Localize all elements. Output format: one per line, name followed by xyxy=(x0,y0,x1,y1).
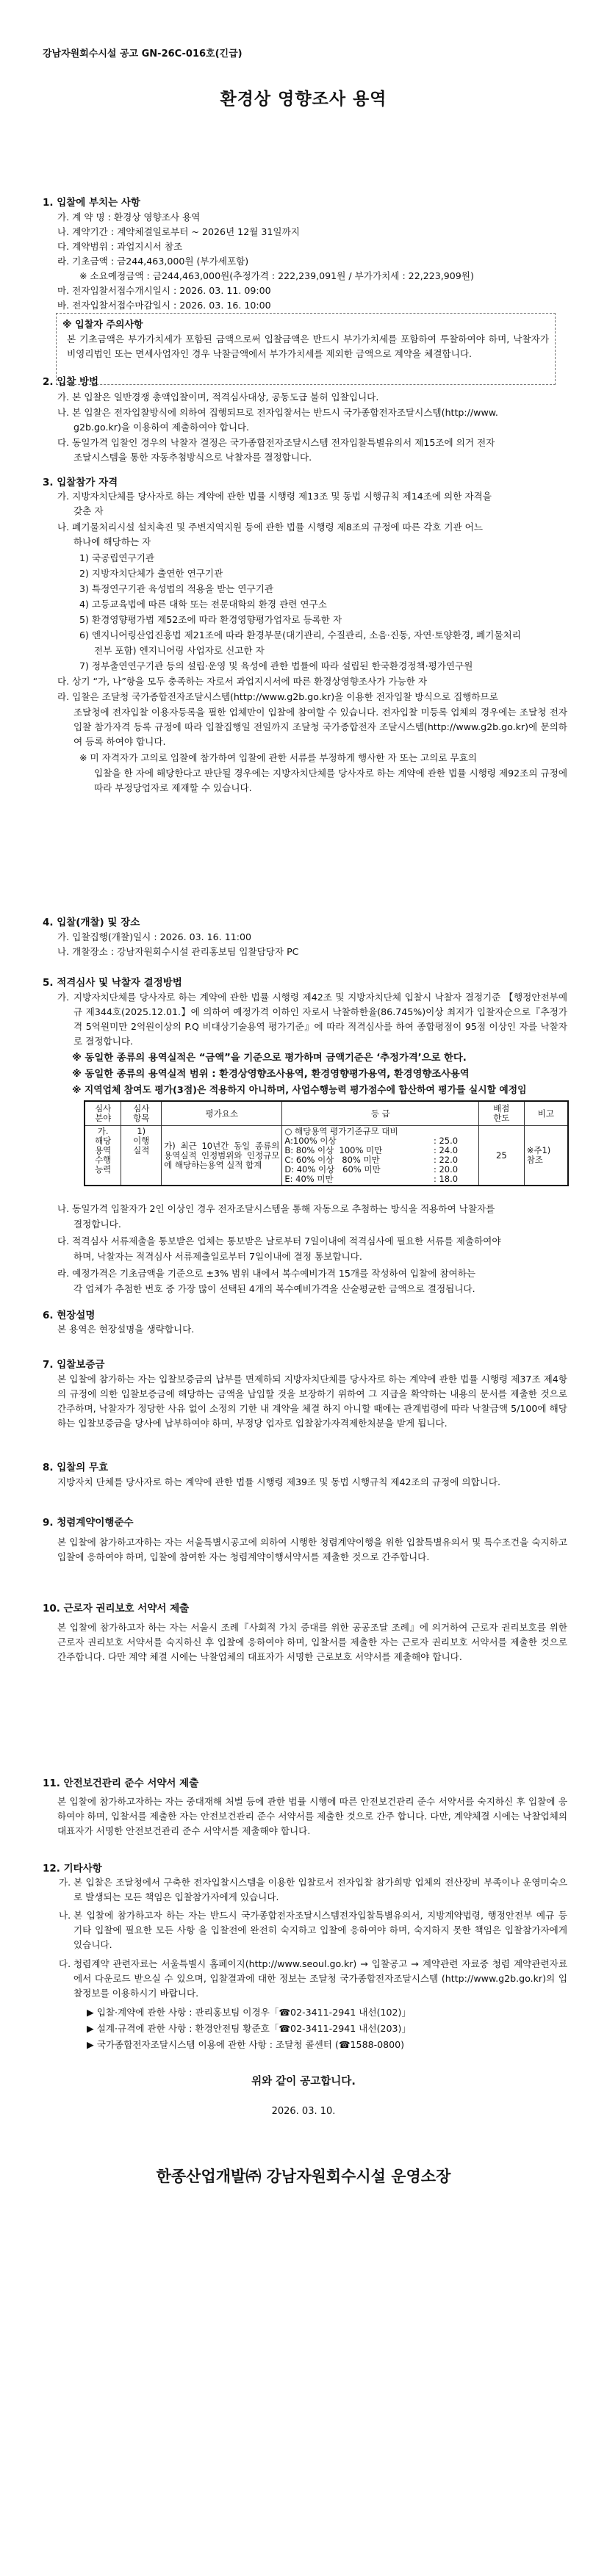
document-title: 환경상 영향조사 용역 xyxy=(220,90,387,109)
bullet-icon: ▶ xyxy=(87,2039,94,2050)
s6-text: 본 용역은 현장설명을 생략합니다. xyxy=(57,1324,195,1335)
s5-ga-text xyxy=(73,990,567,1049)
caution-title: ※ 입찰자 주의사항 xyxy=(62,320,143,331)
s9-text: 본 입찰에 참가하고자하는 자는 서울특별시공고에 의하여 시행한 청렴계약이행을 위한 입찰특별유의서 및 특수조건을 숙지하고 입찰에 응하여야 하며, 입찰에 참여한 자는 청렴계약이행서약서를 제출한 것으로 간주합니다. xyxy=(57,1537,567,1562)
s5-item-cont: 하며, 낙찰자는 적격심사 서류제출일로부터 7일이내에 결정 통보합니다. xyxy=(73,1251,362,1262)
section-8-title: 8. 입찰의 무효 xyxy=(43,1462,109,1473)
section-11-title: 11. 안전보건관리 준수 서약서 제출 xyxy=(43,1778,199,1789)
s3-note: ※ 미 자격자가 고의로 입찰에 참가하여 입찰에 관한 서류를 부정하게 행사한 자 또는 고의로 무효의 xyxy=(79,752,478,763)
s3-subitem: 1) 국공립연구기관 xyxy=(79,552,155,563)
s4-item: 가. 입찰집행(개찰)일시 : 2026. 03. 16. 11:00 xyxy=(57,931,251,942)
th-element: 평가요소 xyxy=(162,1101,282,1126)
s2-item: 가. 본 입찰은 일반경쟁 총액입찰이며, 적격심사대상, 공동도급 불허 입찰입니다. xyxy=(57,392,379,403)
s4-item: 나. 개찰장소 : 강남자원회수시설 관리홍보팀 입찰담당자 PC xyxy=(57,946,299,957)
s3-subitem: 3) 특정연구기관 육성법의 적용을 받는 연구기관 xyxy=(79,583,274,594)
section-4-title: 4. 입찰(개찰) 및 장소 xyxy=(43,917,140,928)
s1-estimated-amount-note: ※ 소요예정금액 : 금244,463,000원(추정가격 : 222,239,091원 / 부가가치세 : 22,223,909원) xyxy=(79,270,474,281)
s5-item: 다. 적격심사 서류제출을 통보받은 업체는 통보받은 날로부터 7일이내에 적격심사에 필요한 서류를 제출하여야 xyxy=(57,1235,501,1246)
section-5-title: 5. 적격심사 및 낙찰자 결정방법 xyxy=(43,977,182,989)
s3-item: 라. 입찰은 조달청 국가종합전자조달시스템(http://www.g2b.go.kr)을 이용한 전자입찰 방식으로 집행하므로 xyxy=(57,691,498,702)
s1-item: 라. 기초금액 : 금244,463,000원 (부가세포함) xyxy=(57,256,249,267)
th-field: 심사 분야 xyxy=(85,1101,121,1126)
notice-date: 2026. 03. 10. xyxy=(271,2106,336,2117)
section-3-title: 3. 입찰참가 자격 xyxy=(43,477,118,488)
s12-ga-label: 가. xyxy=(59,1877,71,1888)
cell-max-score: 25 xyxy=(478,1126,524,1186)
bullet-icon: ▶ xyxy=(87,2023,94,2034)
s3-item: 다. 상기 “가, 나”항을 모두 충족하는 자로서 과업지시서에 따른 환경상영향조사가 가능한 자 xyxy=(57,676,428,687)
th-grade: 등 급 xyxy=(282,1101,479,1126)
s5-item-cont: 결정합니다. xyxy=(73,1219,121,1230)
caution-text: 본 기초금액은 부가가치세가 포함된 금액으로써 입찰금액은 반드시 부가가치세를 포함하여 투찰하여야 하며, 낙찰자가 비영리법인 또는 면세사업자인 경우 낙찰금액에서 부가가치세를 제외한 금액으로 계약을 체결합니다. xyxy=(67,333,549,359)
s5-item-cont: 각 업체가 추첨한 번호 중 가장 많이 선택된 4개의 복수예비가격을 산술평균한 금액으로 결정됩니다. xyxy=(73,1283,475,1294)
contact-item xyxy=(87,2005,411,2020)
s5-ga-label: 가. xyxy=(57,992,70,1003)
s3-item: 나. 폐기물처리시설 설치촉진 및 주변지역지원 등에 관한 법률 시행령 제8조의 규정에 따른 각호 기관 어느 xyxy=(57,522,484,533)
s5-item: 라. 예정가격은 기초금액을 기준으로 ±3% 범위 내에서 복수예비가격 15개를 작성하여 입찰에 참여하는 xyxy=(57,1268,476,1279)
s1-item: 다. 계약범위 : 과업지시서 참조 xyxy=(57,241,183,252)
grade-row-c: C: 60% 이상 80% 미만 : 22.0 xyxy=(284,1155,459,1165)
s12-da-text: 청렴계약 관련자료는 서울특별시 홈페이지(http://www.seoul.go.kr) → 입찰공고 → 계약관련 자료중 청렴 계약관련자료에서 다운로드 받으실 수 있으며, 입찰결과에 대한 정보는 조달청 국가종합전자조달시스템 (http://www.g2b.go.kr)의 입찰정보를 이용하시기 바랍니다. xyxy=(73,1958,567,1999)
s3-subitem: 6) 엔지니어링산업진흥법 제21조에 따라 환경부문(대기관리, 수질관리, 소음·진동, 자연·토양환경, 폐기물처리 xyxy=(79,629,521,641)
s10-text: 본 입찰에 참가하고자 하는 자는 서울시 조례『사회적 가치 증대를 위한 공공조달 조례』에 의거하여 근로자 권리보호를 위한 근로자 권리보호 서약서를 숙지하신 후 입찰에 응하여야 하며, 입찰서를 제출한 자는 근로자 권리보호 서약서를 제출한 것으로 간주합니다. 다만 계약 체결 시에는 낙찰업체의 대표자가 서명한 근로보호 서약서를 제출해야 합니다. xyxy=(57,1622,567,1662)
s12-da-label: 다. xyxy=(59,1958,71,1969)
section-7-title: 7. 입찰보증금 xyxy=(43,1359,105,1371)
bullet-icon: ▶ xyxy=(87,2007,94,2018)
s3-subitem-cont: 전부 포함) 엔지니어링 사업자로 신고한 자 xyxy=(94,645,265,656)
s5-note: ※ 동일한 종류의 용역실적 범위 : 환경상영향조사용역, 환경영향평가용역, 환경영향조사용역 xyxy=(72,1069,470,1080)
notice-id: 강남자원회수시설 공고 GN-26C-016호(긴급) xyxy=(43,48,243,59)
cell-remark: ※주1) 참조 xyxy=(524,1126,568,1186)
section-10-title: 10. 근로자 권리보호 서약서 제출 xyxy=(43,1603,190,1614)
s3-subitem: 4) 고등교육법에 따른 대학 또는 전문대학의 환경 관련 연구소 xyxy=(79,599,327,610)
contact-design: 설계·규격에 관한 사항 : 환경안전팀 황준호「☎02-3411-2941 내선(203)」 xyxy=(96,2023,412,2034)
table-row xyxy=(85,1126,568,1186)
s3-subitem: 7) 정부출연연구기관 등의 설립·운영 및 육성에 관한 법률에 따라 설립된 한국환경정책·평가연구원 xyxy=(79,660,473,671)
section-2-title: 2. 입찰 방법 xyxy=(43,376,99,388)
table-header-row xyxy=(85,1101,568,1126)
s2-item-cont: g2b.go.kr)을 이용하여 제출하여야 합니다. xyxy=(73,422,250,433)
s1-item: 나. 계약기간 : 계약체결일로부터 ~ 2026년 12월 31일까지 xyxy=(57,226,300,237)
signature: 한종산업개발㈜ 강남자원회수시설 운영소장 xyxy=(156,2168,451,2185)
s2-item: 다. 동일가격 입찰인 경우의 낙찰자 결정은 국가종합전자조달시스템 전자입찰특별유의서 제15조에 의거 전자 xyxy=(57,437,495,448)
contact-system: 국가종합전자조달시스템 이용에 관한 사항 : 조달청 콜센터 (☎1588-0800) xyxy=(96,2039,405,2050)
evaluation-table xyxy=(84,1100,569,1186)
th-remark: 비고 xyxy=(524,1101,568,1126)
cell-element: 가) 최근 10년간 동일 종류의 용역실적 인정범위와 인정규모에 해당하는용역 실적 합계 xyxy=(162,1126,282,1186)
s3-item-cont: 하나에 해당하는 자 xyxy=(73,536,151,547)
s1-item: 바. 전자입찰서접수마감일시 : 2026. 03. 16. 10:00 xyxy=(57,300,271,311)
s5-note: ※ 동일한 종류의 용역실적은 “금액”을 기준으로 평가하며 금액기준은 ‘추정가격’으로 한다. xyxy=(72,1053,467,1064)
contact-item xyxy=(87,2038,404,2052)
grade-row-d: D: 40% 이상 60% 미만 : 20.0 xyxy=(284,1164,459,1175)
s5-item: 나. 동일가격 입찰자가 2인 이상인 경우 전자조달시스템을 통해 자동으로 추첨하는 방식을 적용하여 낙찰자를 xyxy=(57,1203,495,1214)
s8-text: 지방자치 단체를 당사자로 하는 계약에 관한 법률 시행령 제39조 및 동법 시행규칙 제42조의 규정에 의합니다. xyxy=(57,1476,501,1487)
cell-grades xyxy=(282,1126,479,1186)
th-item: 심사 항목 xyxy=(121,1101,162,1126)
s2-item-cont: 조달시스템을 통한 자동추첨방식으로 낙찰자를 결정합니다. xyxy=(73,452,312,463)
s1-item: 마. 전자입찰서접수개시일시 : 2026. 03. 11. 09:00 xyxy=(57,285,271,296)
s5-note: ※ 지역업체 참여도 평가(3점)은 적용하지 아니하며, 사업수행능력 평가점수에 합산하여 평가를 실시할 예정임 xyxy=(72,1085,527,1096)
grade-head: ○ 해당용역 평가기준규모 대비 xyxy=(284,1126,398,1136)
section-9-title: 9. 청렴계약이행준수 xyxy=(43,1517,134,1529)
grade-row-a: A:100% 이상 : 25.0 xyxy=(284,1136,459,1146)
contact-item xyxy=(87,2021,411,2036)
s12-na-label: 나. xyxy=(59,1910,71,1921)
contact-bid: 입찰·계약에 관한 사항 : 관리홍보팀 이경우「☎02-3411-2941 내선(102)」 xyxy=(96,2007,412,2018)
grade-row-b: B: 80% 이상 100% 미만 : 24.0 xyxy=(284,1145,459,1155)
s3-item-cont: 조달청에 전자입찰 이용자등록을 필한 업체만이 입찰에 참여할 수 있습니다. 전자입찰 미등록 업체의 경우에는 조달청 전자입찰 참가자격 등록 규정에 따라 입찰집행일 전일까지 조달청 국가종합전자 조달시스템(http://www.g2b.go.kr)에 문의하여 등록 하여야 합니다. xyxy=(73,707,567,747)
s3-item: 가. 지방자치단체를 당사자로 하는 계약에 관한 법률 시행령 제13조 및 동법 시행규칙 제14조에 의한 자격을 xyxy=(57,491,492,502)
s5-ga-body: 지방자치단체를 당사자로 하는 계약에 관한 법률 시행령 제42조 및 지방자치단체 입찰시 낙찰자 결정기준 【행정안전부예규 제344호(2025.12.01.】에 의하여 예정가격 이하인 자로서 낙찰하한율(86.745%)이상 최저가 입찰자순으로『추정가격 5억원미만 2억원이상의 P.Q 비대상기술용역 평가기준』에 따라 적격심사를 하여 종합평점이 95점 이상인 자를 낙찰자로 결정합니다. xyxy=(73,992,567,1047)
section-6-title: 6. 현장설명 xyxy=(43,1310,96,1321)
s12-ga-text: 본 입찰은 조달청에서 구축한 전자입찰시스템을 이용한 입찰로서 전자입찰 참가희망 업체의 전산장비 부족이나 운영미숙으로 발생되는 모든 책임은 입찰참가자에게 있습니다. xyxy=(73,1877,567,1902)
s2-item: 나. 본 입찰은 전자입찰방식에 의하여 집행되므로 전자입찰서는 반드시 국가종합전자조달시스템(http://www. xyxy=(57,407,498,418)
s1-item: 가. 계 약 명 : 환경상 영향조사 용역 xyxy=(57,212,201,223)
s7-text: 본 입찰에 참가하는 자는 입찰보증금의 납부를 면제하되 지방자치단체를 당사자로 하는 계약에 관한 법률 시행령 제37조 제4항의 규정에 의한 입찰보증금에 해당하는 금액을 납입할 것을 보장하기 위하여 그 지급을 확약하는 내용의 문서를 제출한 것으로 간주하며, 낙찰자가 정당한 사유 없이 소정의 기한 내 계약을 체결 하지 아니할 때에는 관계법령에 따라 낙찰금액 5/100에 해당하는 입찰보증금을 당사에 납부하여야 하며, 부정당 업자로 입찰참가자격제한처분을 받게 됩니다. xyxy=(57,1374,567,1429)
closing-statement: 위와 같이 공고합니다. xyxy=(251,2076,356,2088)
s12-na-text: 본 입찰에 참가하고자 하는 자는 반드시 국가종합전자조달시스템전자입찰특별유의서, 지방계약법령, 행정안전부 예규 등 기타 입찰에 필요한 모든 사항 을 입찰전에 완전히 숙지하고 입찰에 응하여야 하며, 숙지하지 못한 책임은 입찰참가자에게 있습니다. xyxy=(73,1910,567,1950)
section-12-title: 12. 기타사항 xyxy=(43,1863,102,1875)
bidder-caution-box xyxy=(56,313,556,385)
cell-item: 1) 이행 실적 xyxy=(121,1126,162,1186)
s3-note-cont: 입찰을 한 자에 해당한다고 판단될 경우에는 지방자치단체를 당사자로 하는 계약에 관한 법률 시행령 제92조의 규정에 따라 부정당업자로 제재할 수 있습니다. xyxy=(94,768,567,793)
th-max-score: 배점 한도 xyxy=(478,1101,524,1126)
s3-item-cont: 갖춘 자 xyxy=(73,505,104,516)
section-1-title: 1. 입찰에 부치는 사항 xyxy=(43,197,140,209)
cell-field: 가. 해당 용역 수행 능력 xyxy=(85,1126,121,1186)
s3-subitem: 2) 지방자치단체가 출연한 연구기관 xyxy=(79,568,223,579)
s3-subitem: 5) 환경영향평가법 제52조에 따라 환경영향평가업자로 등록한 자 xyxy=(79,614,342,625)
grade-row-e: E: 40% 미만 : 18.0 xyxy=(284,1174,459,1184)
s11-text: 본 입찰에 참가하고자하는 자는 중대재해 처벌 등에 관한 법률 시행에 따른 안전보건관리 준수 서약서를 숙지하신 후 입찰에 응하여야 하며, 입찰서를 제출한 자는 안전보건관리 준수 서약서를 제출한 것으로 간주 합니다. 다만, 계약체결 시에는 낙찰업체의 대표자가 서명한 안전보건관리 준수 서약서를 제출해야 합니다. xyxy=(57,1796,567,1836)
